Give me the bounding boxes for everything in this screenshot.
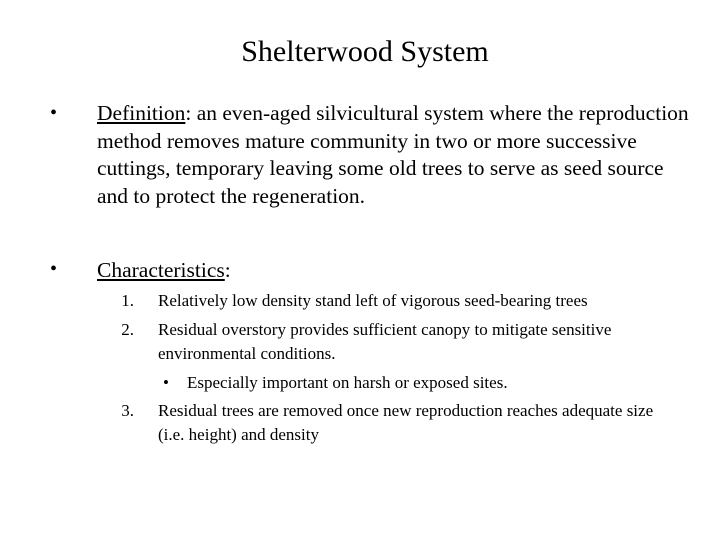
- list-item-number: 2.: [121, 320, 134, 339]
- definition-text: : an even-aged silvicultural system where the reproduction method removes mature community in two or more successive cuttings, temporary leaving some old trees to serve as seed source and to protect the regeneration.: [97, 101, 689, 208]
- list-item-text: Residual overstory provides sufficient canopy to mitigate sensitive environmental conditions.: [158, 320, 612, 363]
- bullet-marker: •: [50, 258, 58, 280]
- bullet-marker: •: [50, 102, 58, 124]
- definition-label: Definition: [97, 101, 186, 125]
- sub-bullet: [163, 371, 508, 395]
- sub-bullet-marker: •: [163, 373, 169, 392]
- list-item-number: 1.: [121, 291, 134, 310]
- definition-paragraph: [97, 100, 697, 210]
- sub-bullet-text: Especially important on harsh or exposed sites.: [187, 373, 508, 392]
- slide-title: Shelterwood System: [241, 35, 489, 68]
- list-item-text: Relatively low density stand left of vigorous seed-bearing trees: [158, 291, 588, 310]
- characteristics-heading: [97, 257, 697, 285]
- list-item-text: Residual trees are removed once new reproduction reaches adequate size (i.e. height) and density: [158, 401, 654, 444]
- characteristics-colon: :: [224, 258, 231, 282]
- characteristics-label: Characteristics: [97, 258, 225, 282]
- list-item-number: 3.: [121, 401, 134, 420]
